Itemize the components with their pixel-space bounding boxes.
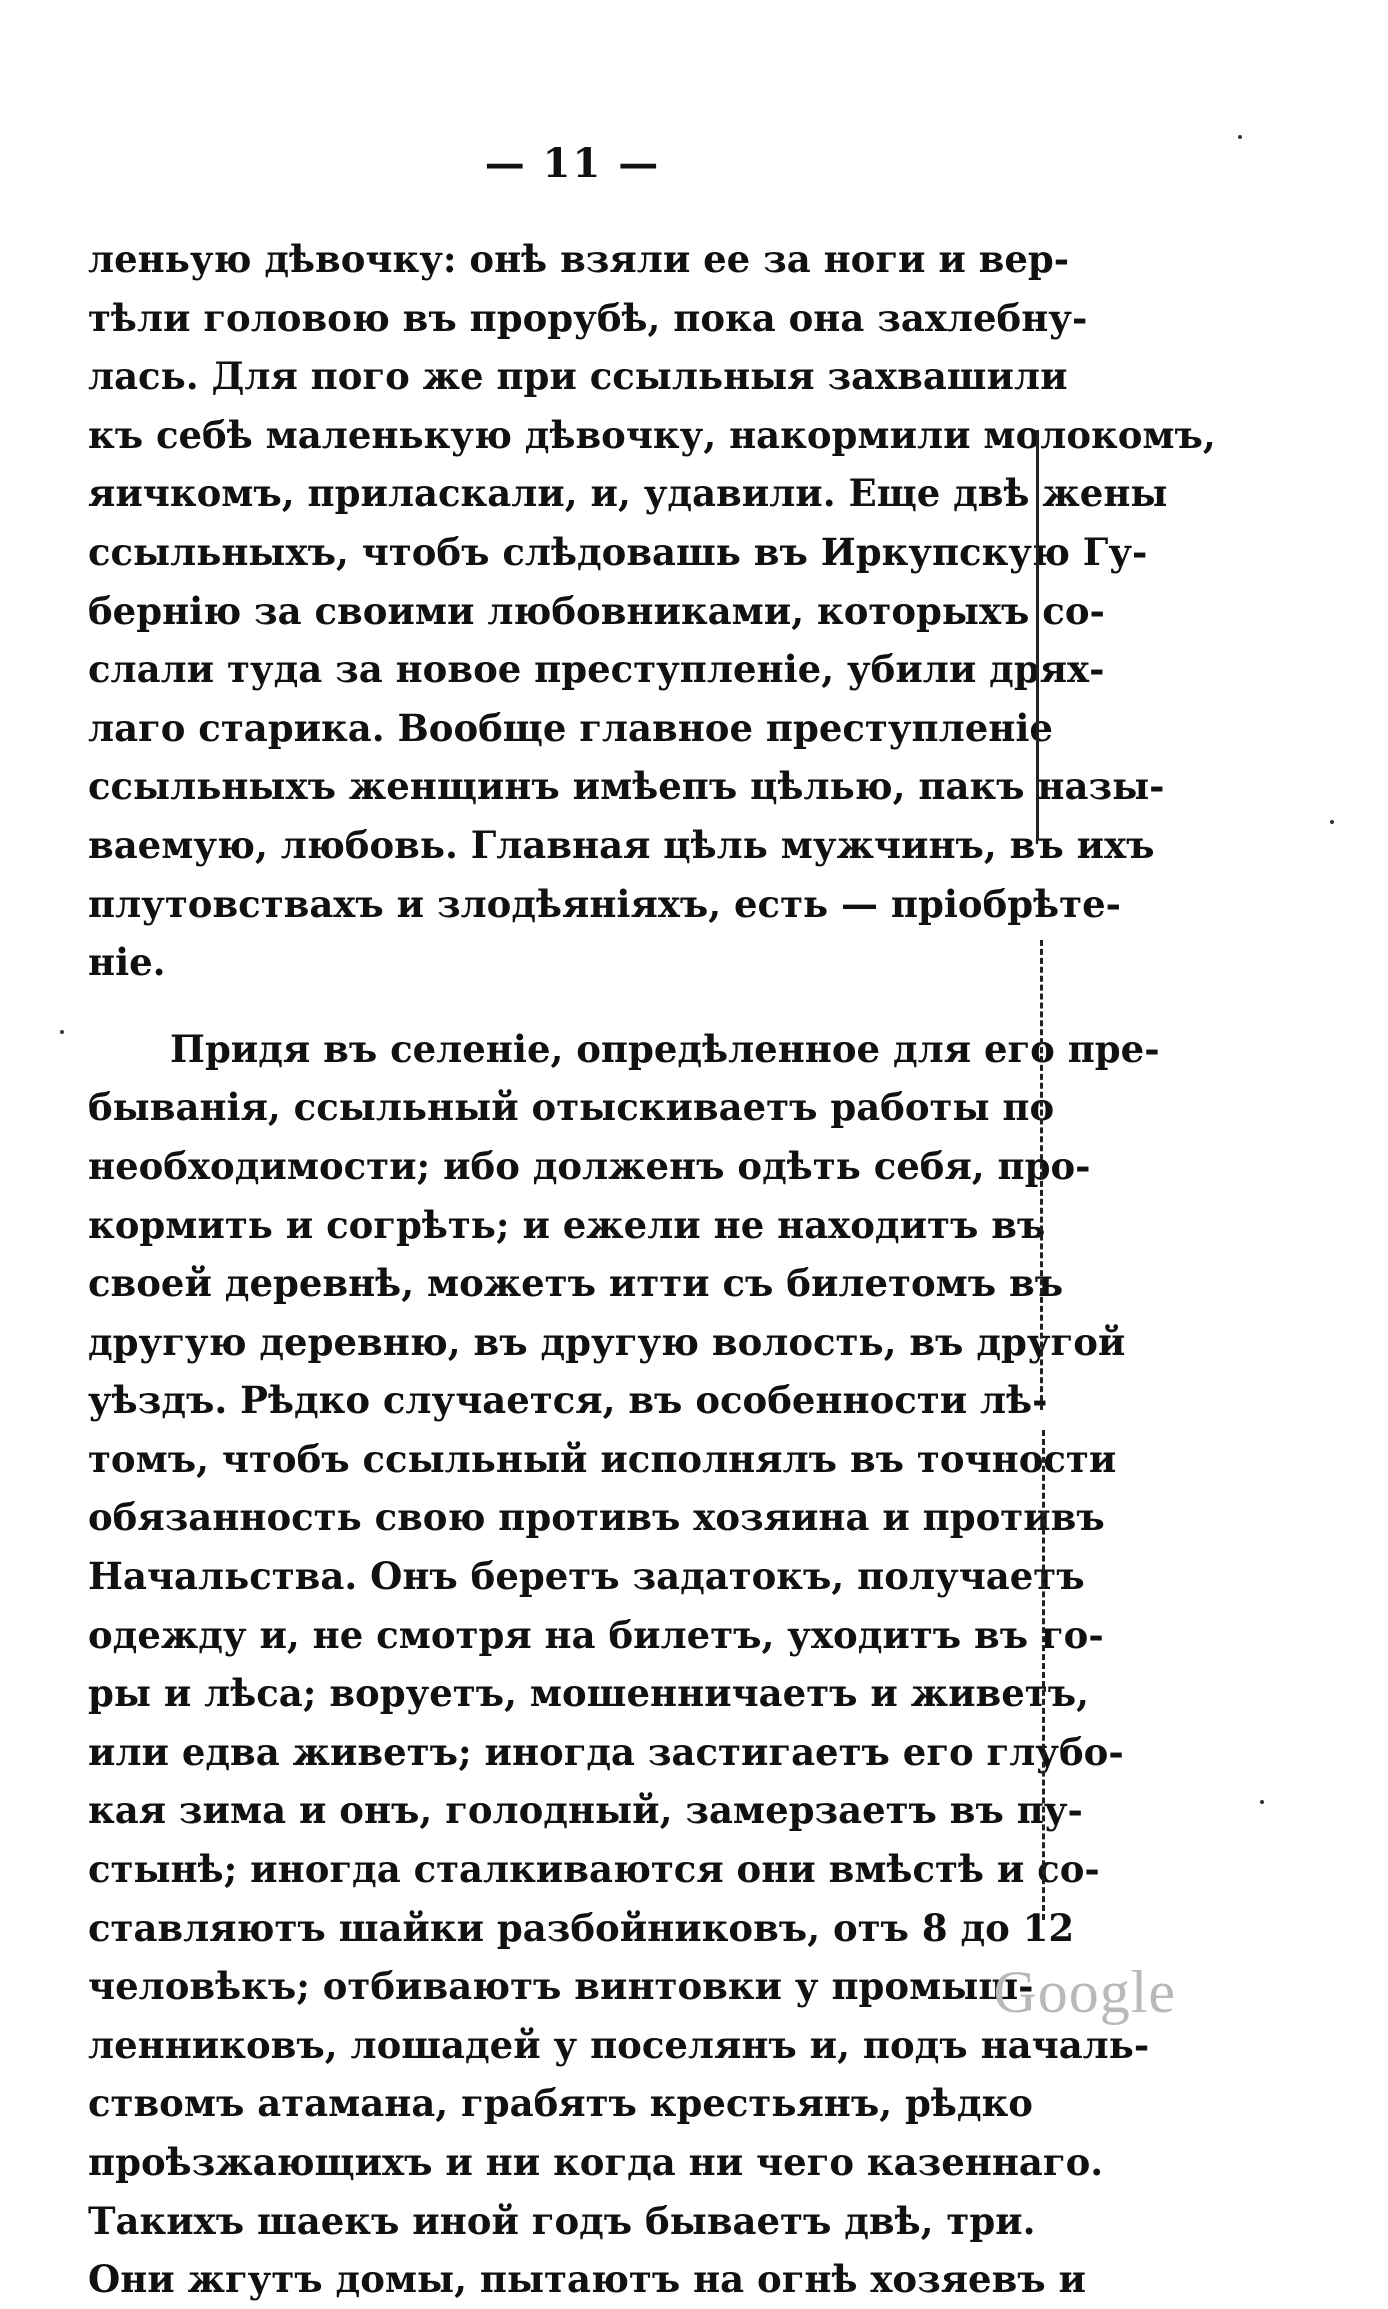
- text-line: одежду и, не смотря на билетъ, уходитъ въ го-: [88, 1612, 1104, 1657]
- text-line: плутовствахъ и злодѣяніяхъ, есть — пріобрѣте-: [88, 881, 1121, 926]
- paragraph-1: [88, 230, 1216, 992]
- text-line: ленниковъ, лошадей у поселянъ и, подъ началь-: [88, 2022, 1150, 2067]
- text-line: проѣзжающихъ и ни когда ни чего казеннаго.: [88, 2140, 1104, 2184]
- text-line: человѣкъ; отбиваютъ винтовки у промыш-: [88, 1964, 1034, 2009]
- margin-rule-middle: [1040, 940, 1043, 1410]
- scan-speck: [1260, 1800, 1264, 1804]
- text-line: другую деревню, въ другую волость, въ другой: [88, 1319, 1126, 1364]
- scan-speck: [1330, 820, 1334, 824]
- text-line: быванія, ссыльный отыскиваетъ работы по: [88, 1085, 1055, 1130]
- text-line: ніе.: [88, 940, 166, 985]
- text-line: кая зима и онъ, голодный, замерзаетъ въ пу-: [88, 1788, 1083, 1833]
- page-number: — 11 —: [484, 140, 661, 187]
- text-line: ваемую, любовь. Главная цѣль мужчинъ, въ ихъ: [88, 822, 1155, 867]
- text-line: ссыльныхъ женщинъ имѣепъ цѣлью, пакъ назы-: [88, 764, 1165, 809]
- text-line: ствомъ атамана, грабятъ крестьянъ, рѣдко: [88, 2081, 1033, 2126]
- paragraph-gap: [88, 992, 1018, 1020]
- text-line: лаго старика. Вообще главное преступленіе: [88, 705, 1053, 750]
- text-line: слали туда за новое преступленіе, убили дрях-: [88, 647, 1105, 692]
- text-line: стынѣ; иногда сталкиваются они вмѣстѣ и со-: [88, 1847, 1100, 1892]
- text-line: Придя въ селеніе, опредѣленное для его пре-: [170, 1026, 1160, 1071]
- text-line: леньую дѣвочку: онѣ взяли ее за ноги и вер-: [88, 237, 1070, 281]
- text-line: лась. Для пого же при ссыльныя захвашили: [88, 354, 1068, 399]
- margin-rule-upper: [1036, 430, 1039, 840]
- text-line: обязанность свою противъ хозяина и противъ: [88, 1495, 1105, 1540]
- text-line: или едва живетъ; иногда застигаетъ его глубо-: [88, 1729, 1124, 1774]
- text-line: ставляютъ шайки разбойниковъ, отъ 8 до 12: [88, 1905, 1075, 1950]
- text-line: уѣздъ. Рѣдко случается, въ особенности лѣ-: [88, 1378, 1048, 1423]
- text-line: тѣли головою въ прорубѣ, пока она захлебну-: [88, 295, 1088, 340]
- margin-rule-lower: [1042, 1430, 1045, 1920]
- text-line: необходимости; ибо долженъ одѣть себя, про-: [88, 1143, 1091, 1188]
- text-line: яичкомъ, приласкали, и, удавили. Еще двѣ жены: [88, 471, 1168, 516]
- text-line: къ себѣ маленькую дѣвочку, накормили молокомъ,: [88, 412, 1216, 457]
- text-line: Такихъ шаекъ иной годъ бываетъ двѣ, три.: [88, 2198, 1036, 2243]
- text-line: томъ, чтобъ ссыльный исполнялъ въ точности: [88, 1436, 1117, 1481]
- text-line: ссыльныхъ, чтобъ слѣдовашь въ Иркупскую Гу-: [88, 529, 1148, 574]
- text-line: ры и лѣса; воруетъ, мошенничаетъ и живетъ,: [88, 1671, 1089, 1716]
- google-watermark: Google: [993, 1959, 1176, 2025]
- scan-speck: [1238, 135, 1242, 139]
- text-line: Начальства. Онъ беретъ задатокъ, получаетъ: [88, 1554, 1085, 1599]
- scan-speck: [60, 1030, 64, 1034]
- text-line: бернію за своими любовниками, которыхъ со-: [88, 588, 1105, 633]
- text-line: своей деревнѣ, можетъ итти съ билетомъ въ: [88, 1261, 1064, 1306]
- text-line: кормить и согрѣть; и ежели не находитъ въ: [88, 1202, 1046, 1247]
- text-line: Они жгутъ домы, пытаютъ на огнѣ хозяевъ и: [88, 2257, 1086, 2302]
